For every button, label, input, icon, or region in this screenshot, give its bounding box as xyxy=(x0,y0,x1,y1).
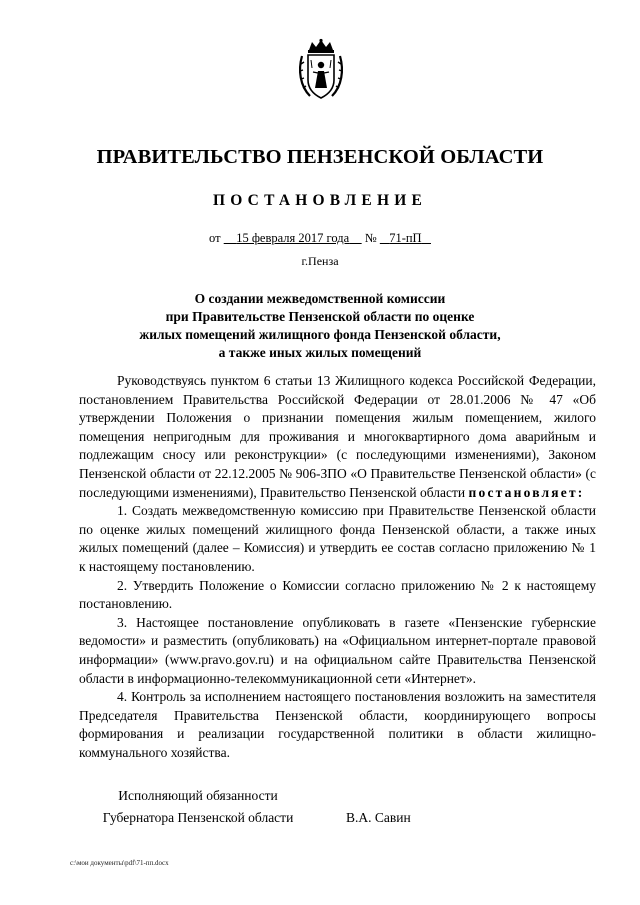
position-line: Губернатора Пензенской области xyxy=(102,810,294,825)
title-line: при Правительстве Пензенской области по оценке xyxy=(165,309,475,324)
coat-of-arms-emblem xyxy=(296,38,346,102)
document-number: 71-пП xyxy=(389,231,422,245)
resolves-word: постановляет: xyxy=(468,484,585,500)
organization-name: ПРАВИТЕЛЬСТВО ПЕНЗЕНСКОЙ ОБЛАСТИ xyxy=(96,146,544,168)
item-paragraph: 1. Создать межведомственную комиссию при Правительстве Пензенской области по оценке жилых помещений жилищного фонда Пензенской области, а также иных жилых помещений (далее – Комиссия) и утвердить ее состав согласно приложению № 1 к настоящему постановлению. xyxy=(79,503,596,574)
file-path-footer: c:\мои документы\pdf\71-пп.docx xyxy=(70,859,169,867)
document-date: 15 февраля 2017 года xyxy=(236,231,350,245)
date-prefix: от xyxy=(209,231,221,245)
document-title xyxy=(60,290,580,362)
date-number-line xyxy=(0,231,640,246)
document-body xyxy=(79,372,596,762)
title-line: а также иных жилых помещений xyxy=(218,345,422,360)
document-type: ПОСТАНОВЛЕНИЕ xyxy=(212,192,428,209)
position-line: Исполняющий обязанности xyxy=(118,788,278,803)
item-paragraph: 4. Контроль за исполнением настоящего постановления возложить на заместителя Председателя Правительства Пензенской области, координирующего вопросы формирования и реализации государственной политики в области жилищно-коммунального хозяйства. xyxy=(79,689,596,760)
signatory-position xyxy=(91,785,305,829)
title-line: жилых помещений жилищного фонда Пензенской области, xyxy=(139,327,501,342)
preamble-paragraph: Руководствуясь пунктом 6 статьи 13 Жилищного кодекса Российской Федерации, постановлением Правительства Российской Федерации от 28.01.2006 № 47 «Об утверждении Положения о признании помещения жилым помещением, жилого помещения непригодным для проживания и многоквартирного дома аварийным и подлежащим сносу или реконструкции» (с последующими изменениями), Законом Пензенской области от 22.12.2005 № 906-ЗПО «О Правительстве Пензенской области» (с последующими изменениями), Правительство Пензенской области постановляет: xyxy=(79,373,596,500)
signatory-name: В.А. Савин xyxy=(346,810,411,825)
item-paragraph: 2. Утвердить Положение о Комиссии согласно приложению № 2 к настоящему постановлению. xyxy=(79,577,596,612)
number-prefix: № xyxy=(364,231,377,245)
item-paragraph: 3. Настоящее постановление опубликовать в газете «Пензенские губернские ведомости» и разместить (опубликовать) на «Официальном интернет-портале правовой информации» (www.pravo.gov.ru) и на официальном сайте Правительства Пензенской области в информационно-телекоммуникационной сети «Интернет». xyxy=(79,614,596,686)
city-name: г.Пенза xyxy=(301,254,339,268)
title-line: О создании межведомственной комиссии xyxy=(194,291,446,306)
